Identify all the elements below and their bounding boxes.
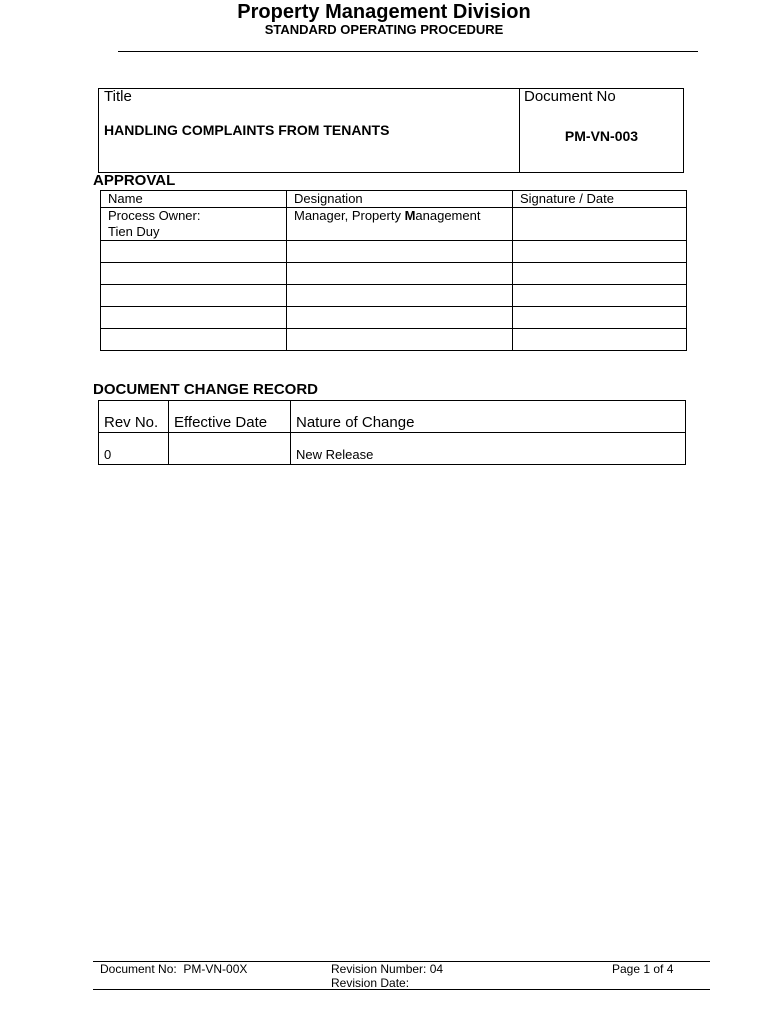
approval-empty-row	[101, 285, 687, 307]
column-header-effective-date: Effective Date	[169, 401, 291, 433]
change-record-header-row	[99, 401, 686, 433]
approval-header-row	[101, 191, 687, 208]
footer-revision-number: Revision Number: 04	[331, 962, 444, 976]
change-record-table	[98, 400, 686, 465]
header-divider	[118, 51, 698, 52]
title-label: Title	[104, 88, 132, 105]
approver-role: Process Owner:	[108, 208, 201, 223]
footer-revision-date: Revision Date:	[331, 976, 410, 990]
column-header-nature-of-change: Nature of Change	[291, 401, 686, 433]
column-header-designation: Designation	[287, 191, 513, 208]
approval-empty-row	[101, 329, 687, 351]
designation-text-end: anagement	[415, 208, 481, 223]
approval-heading: APPROVAL	[93, 172, 176, 189]
document-title: HANDLING COMPLAINTS FROM TENANTS	[104, 122, 390, 138]
nature-of-change-cell: New Release	[291, 433, 686, 465]
approval-empty-row	[101, 263, 687, 285]
approval-empty-row	[101, 241, 687, 263]
document-number: PM-VN-003	[564, 128, 639, 144]
rev-no-cell: 0	[99, 433, 169, 465]
sop-subtitle: STANDARD OPERATING PROCEDURE	[264, 22, 504, 37]
approval-row	[101, 208, 687, 241]
effective-date-cell	[169, 433, 291, 465]
footer-page-number: Page 1 of 4	[612, 962, 674, 976]
division-title: Property Management Division	[237, 1, 531, 23]
approver-signature-cell	[513, 208, 687, 241]
column-header-rev-no: Rev No.	[99, 401, 169, 433]
designation-text-bold: M	[404, 208, 416, 223]
column-header-name: Name	[101, 191, 287, 208]
approver-designation	[287, 208, 513, 241]
approval-empty-row	[101, 307, 687, 329]
approver-name-cell	[101, 208, 287, 241]
footer-document-number: Document No: PM-VN-00X	[100, 962, 248, 976]
footer-bottom-rule	[93, 989, 710, 990]
approval-table	[100, 190, 687, 351]
column-header-signature-date: Signature / Date	[513, 191, 687, 208]
change-record-row	[99, 433, 686, 465]
designation-text: Manager, Property	[294, 208, 405, 223]
approver-name: Tien Duy	[108, 224, 160, 239]
change-record-heading: DOCUMENT CHANGE RECORD	[93, 381, 318, 398]
document-number-label: Document No	[524, 88, 616, 105]
